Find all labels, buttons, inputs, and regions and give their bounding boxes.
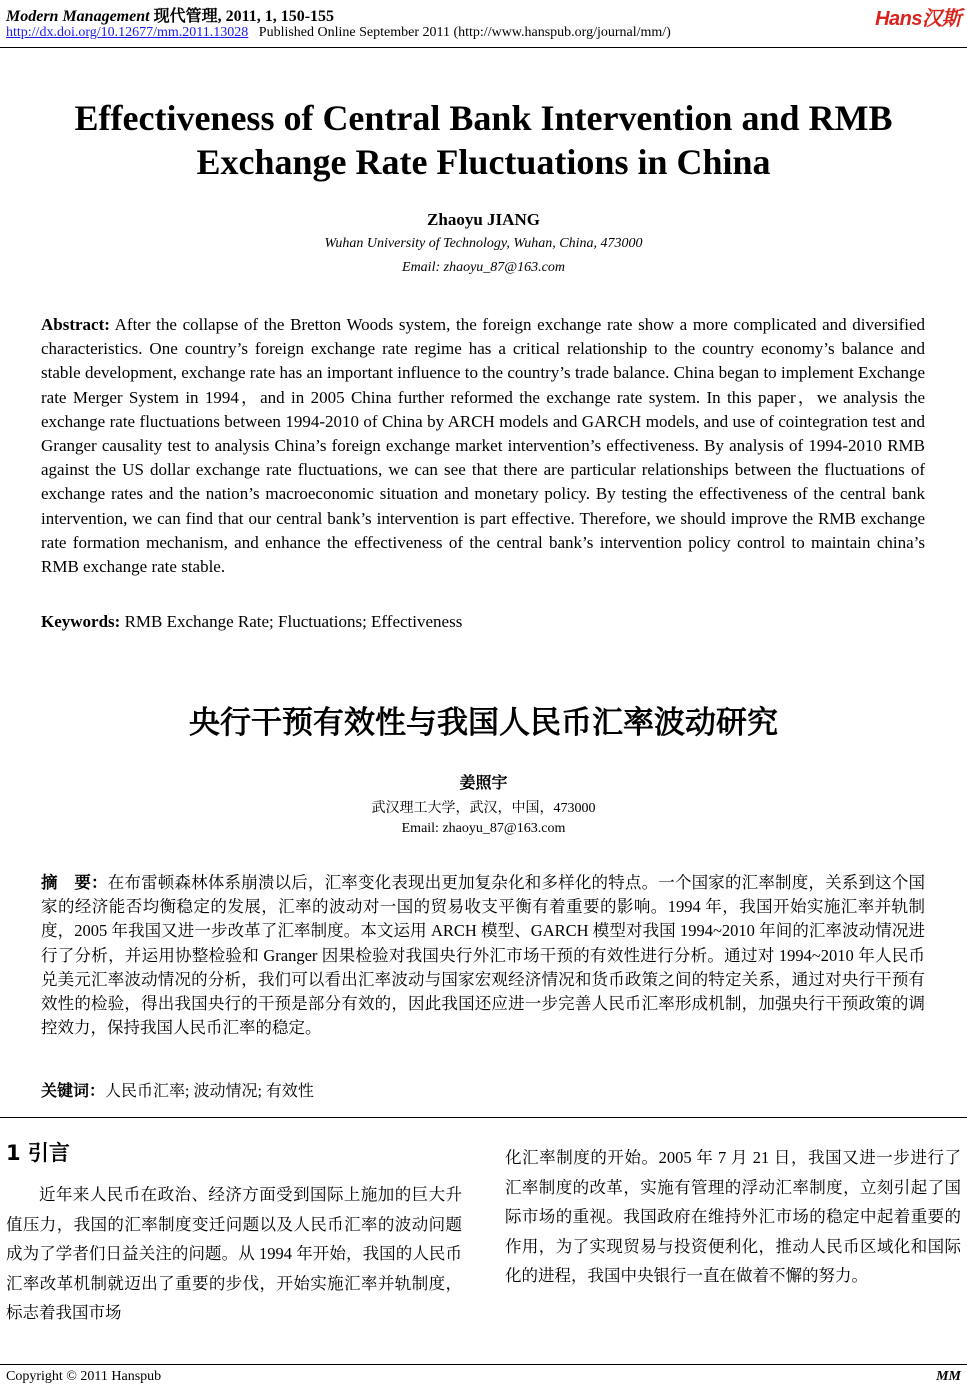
author-affiliation: Wuhan University of Technology, Wuhan, China, 473000 [324,236,643,251]
paper-title: Effectiveness of Central Bank Intervention and RMB Exchange Rate Fluctuations in China [74,98,893,182]
author-affiliation-cn: 武汉理工大学，武汉，中国，473000 [371,801,596,816]
abstract-cn [41,871,925,1040]
footer-divider [0,1364,967,1365]
paragraph: 化汇率制度的开始。2005 年 7 月 21 日，我国又进一步进行了汇率制度的改革，实施有管理的浮动汇率制度，立刻引起了国际市场的重视。我国政府在维持外汇市场的稳定中起着重要的作用，为了实现贸易与投资便利化，推动人民币区域化和国际化的进程，我国中央银行一直在做着不懈的努力。 [505,1148,961,1285]
published-info: Published Online September 2011 (http://www.hanspub.org/journal/mm/) [258,25,671,40]
body-column-left [6,1180,462,1328]
keywords-text-cn: 人民币汇率; 波动情况; 有效性 [105,1083,314,1100]
doi-link[interactable]: http://dx.doi.org/10.12677/mm.2011.13028 [6,25,249,40]
journal-cn-citation: 现代管理, 2011, 1, 150-155 [153,8,335,25]
journal-abbreviation: MM [936,1369,961,1384]
journal-citation [6,3,334,26]
journal-name: Modern Management [6,8,150,25]
body-column-right [505,1143,961,1291]
copyright: Copyright © 2011 Hanspub [6,1369,162,1384]
paragraph: 近年来人民币在政治、经济方面受到国际上施加的巨大升值压力，我国的汇率制度变迁问题以及人民币汇率的波动问题成为了学者们日益关注的问题。从 1994 年开始，我国的人民币汇率改革机制就迈出了重要的步伐，开始实施汇率并轨制度，标志着我国市场 [6,1185,462,1322]
doi-line [6,25,671,41]
keywords-text: RMB Exchange Rate; Fluctuations; Effectiveness [124,612,463,631]
section-divider [0,1117,967,1118]
keywords-label-cn: 关键词： [41,1081,106,1100]
author-name: Zhaoyu JIANG [427,210,540,229]
keywords-cn [41,1078,314,1101]
abstract [41,313,925,579]
hanspub-logo: Hans汉斯 [875,8,961,30]
paper-title-cn: 央行干预有效性与我国人民币汇率波动研究 [189,705,778,741]
author-email-cn: Email: zhaoyu_87@163.com [401,821,566,836]
keywords-label: Keywords: [41,612,121,631]
abstract-text: After the collapse of the Bretton Woods system, the foreign exchange rate show a more complicated and diversified characteristics. One country’s foreign exchange rate regime has a critical relationship to the country economy’s balance and stable development, exchange rate has an important influence to the country’s trade balance. China began to implement Exchange rate Merger System in 1994，and in 2005 China further reformed the exchange rate system. In this paper，we analysis the exchange rate fluctuations between 1994-2010 of China by ARCH models and GARCH models, and use of cointegration test and Granger causality test to analysis China’s foreign exchange market intervention’s effectiveness. By analysis of 1994-2010 RMB against the US dollar exchange rate fluctuations, we can see that there are particular relationships between the fluctuations of exchange rates and the nation’s macroeconomic situation and monetary policy. By testing the effectiveness of the central bank intervention, we can find that our central bank’s intervention is part effective. Therefore, we should improve the RMB exchange rate formation mechanism, and enhance the effectiveness of the central bank’s intervention policy control to maintain china’s RMB exchange rate stable. [41,315,925,577]
abstract-text-cn: 在布雷顿森林体系崩溃以后，汇率变化表现出更加复杂化和多样化的特点。一个国家的汇率制度，关系到这个国家的经济能否均衡稳定的发展，汇率的波动对一国的贸易收支平衡有着重要的影响。1994 年，我国开始实施汇率并轨制度，2005 年我国又进一步改革了汇率制度。本文运用 ARCH 模型、GARCH 模型对我国 1994~2010 年间的汇率波动情况进行了分析，并运用协整检验和 Granger 因果检验对我国央行外汇市场干预的有效性进行分析。通过对 1994~2010 年人民币兑美元汇率波动情况的分析，我们可以看出汇率波动与国家宏观经济情况和货币政策之间的特定关系，通过对央行干预有效性的检验，得出我国央行的干预是部分有效的，因此我国还应进一步完善人民币汇率形成机制，加强央行干预政策的调控效力，保持我国人民币汇率的稳定。 [41,873,926,1038]
abstract-label: Abstract: [41,315,110,334]
keywords [41,612,462,632]
author-email: Email: zhaoyu_87@163.com [402,260,565,275]
author-name-cn: 姜照宇 [459,773,508,792]
header-divider [0,47,967,48]
abstract-label-cn: 摘 要： [41,873,108,892]
section-heading: 1 引言 [6,1141,70,1165]
